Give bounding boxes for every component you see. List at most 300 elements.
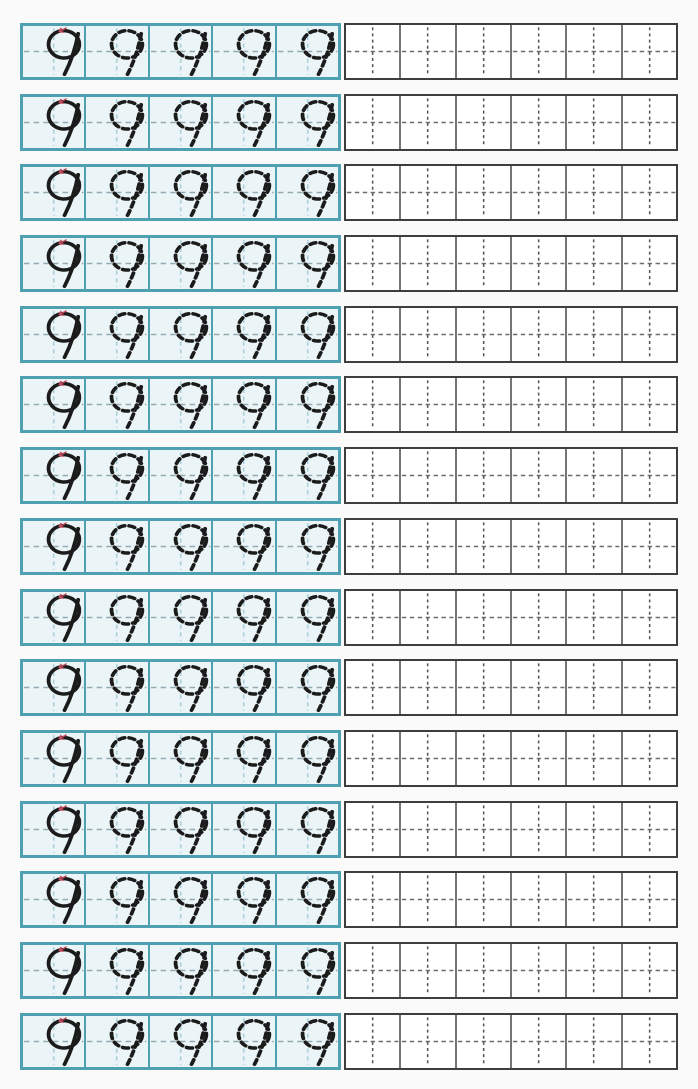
empty-practice-cell (346, 732, 399, 785)
trace-cell-grid-art (150, 804, 211, 855)
empty-practice-cell (399, 803, 454, 856)
trace-cell-grid-art (150, 662, 211, 713)
practice-box (344, 518, 678, 575)
practice-box (344, 730, 678, 787)
trace-cell-dashed (275, 592, 338, 643)
trace-box (20, 801, 341, 858)
practice-row (20, 94, 678, 151)
trace-cell-grid-art (23, 945, 84, 996)
empty-practice-cell (346, 1015, 399, 1068)
trace-cell-grid-art (213, 804, 274, 855)
trace-cell-dashed (211, 238, 274, 289)
practice-cell-grid-art (512, 873, 565, 926)
trace-cell-dashed (148, 97, 211, 148)
trace-cell-dashed (148, 662, 211, 713)
trace-cell-dashed (275, 26, 338, 77)
empty-practice-cell (346, 25, 399, 78)
trace-box (20, 730, 341, 787)
empty-practice-cell (510, 237, 565, 290)
practice-row (20, 23, 678, 80)
practice-cell-grid-art (567, 449, 620, 502)
practice-box (344, 23, 678, 80)
practice-cell-grid-art (623, 1015, 676, 1068)
trace-cell-dashed (84, 874, 147, 925)
practice-cell-grid-art (623, 237, 676, 290)
practice-cell-grid-art (346, 1015, 399, 1068)
empty-practice-cell (621, 661, 676, 714)
practice-row (20, 447, 678, 504)
trace-cell-dashed (275, 1016, 338, 1067)
trace-cell-grid-art (213, 1016, 274, 1067)
practice-cell-grid-art (346, 591, 399, 644)
practice-cell-grid-art (512, 1015, 565, 1068)
empty-practice-cell (621, 237, 676, 290)
trace-box (20, 871, 341, 928)
trace-cell-grid-art (23, 309, 84, 360)
trace-cell-dashed (84, 592, 147, 643)
trace-cell-grid-art (277, 945, 338, 996)
trace-cell-grid-art (86, 97, 147, 148)
trace-cell-grid-art (23, 804, 84, 855)
trace-cell-grid-art (213, 662, 274, 713)
practice-cell-grid-art (623, 166, 676, 219)
practice-cell-grid-art (623, 661, 676, 714)
practice-cell-grid-art (623, 308, 676, 361)
empty-practice-cell (565, 308, 620, 361)
trace-cell-grid-art (150, 450, 211, 501)
empty-practice-cell (565, 732, 620, 785)
trace-cell-grid-art (213, 26, 274, 77)
practice-cell-grid-art (567, 661, 620, 714)
practice-cell-grid-art (623, 732, 676, 785)
trace-cell-solid (23, 379, 84, 430)
empty-practice-cell (455, 803, 510, 856)
trace-cell-dashed (84, 238, 147, 289)
empty-practice-cell (621, 591, 676, 644)
empty-practice-cell (621, 520, 676, 573)
trace-cell-grid-art (23, 874, 84, 925)
empty-practice-cell (346, 166, 399, 219)
practice-row (20, 518, 678, 575)
empty-practice-cell (510, 96, 565, 149)
trace-cell-dashed (148, 1016, 211, 1067)
trace-cell-grid-art (213, 167, 274, 218)
empty-practice-cell (399, 661, 454, 714)
practice-box (344, 306, 678, 363)
trace-cell-dashed (84, 26, 147, 77)
trace-box (20, 942, 341, 999)
empty-practice-cell (565, 661, 620, 714)
trace-cell-grid-art (150, 167, 211, 218)
empty-practice-cell (455, 449, 510, 502)
trace-box (20, 589, 341, 646)
empty-practice-cell (346, 378, 399, 431)
practice-cell-grid-art (567, 1015, 620, 1068)
trace-cell-grid-art (86, 592, 147, 643)
trace-cell-dashed (148, 521, 211, 572)
trace-cell-grid-art (213, 97, 274, 148)
trace-cell-dashed (275, 662, 338, 713)
practice-cell-grid-art (457, 661, 510, 714)
empty-practice-cell (621, 803, 676, 856)
practice-cell-grid-art (623, 96, 676, 149)
practice-cell-grid-art (567, 378, 620, 431)
practice-row (20, 1013, 678, 1070)
trace-cell-dashed (275, 874, 338, 925)
trace-cell-dashed (148, 874, 211, 925)
empty-practice-cell (455, 378, 510, 431)
practice-cell-grid-art (346, 25, 399, 78)
trace-cell-grid-art (213, 733, 274, 784)
trace-cell-grid-art (213, 521, 274, 572)
practice-cell-grid-art (567, 803, 620, 856)
empty-practice-cell (455, 944, 510, 997)
trace-cell-solid (23, 309, 84, 360)
trace-cell-grid-art (277, 238, 338, 289)
practice-row (20, 164, 678, 221)
empty-practice-cell (346, 873, 399, 926)
trace-cell-dashed (275, 521, 338, 572)
empty-practice-cell (621, 25, 676, 78)
trace-cell-grid-art (150, 309, 211, 360)
trace-cell-dashed (148, 238, 211, 289)
practice-box (344, 447, 678, 504)
empty-practice-cell (455, 520, 510, 573)
practice-cell-grid-art (512, 803, 565, 856)
trace-cell-grid-art (23, 521, 84, 572)
practice-cell-grid-art (512, 661, 565, 714)
trace-cell-dashed (275, 804, 338, 855)
trace-cell-dashed (148, 592, 211, 643)
empty-practice-cell (510, 1015, 565, 1068)
practice-cell-grid-art (457, 166, 510, 219)
trace-cell-grid-art (150, 521, 211, 572)
trace-cell-dashed (148, 26, 211, 77)
trace-cell-solid (23, 521, 84, 572)
practice-cell-grid-art (457, 803, 510, 856)
empty-practice-cell (399, 873, 454, 926)
trace-cell-grid-art (150, 592, 211, 643)
trace-cell-grid-art (277, 804, 338, 855)
trace-cell-grid-art (277, 521, 338, 572)
empty-practice-cell (510, 308, 565, 361)
trace-cell-grid-art (86, 309, 147, 360)
practice-cell-grid-art (567, 520, 620, 573)
practice-cell-grid-art (623, 520, 676, 573)
trace-box (20, 376, 341, 433)
trace-cell-dashed (211, 309, 274, 360)
empty-practice-cell (565, 1015, 620, 1068)
trace-cell-grid-art (23, 238, 84, 289)
practice-cell-grid-art (401, 944, 454, 997)
trace-cell-grid-art (86, 945, 147, 996)
empty-practice-cell (510, 166, 565, 219)
trace-box (20, 447, 341, 504)
trace-cell-solid (23, 874, 84, 925)
practice-cell-grid-art (567, 237, 620, 290)
practice-cell-grid-art (512, 237, 565, 290)
practice-cell-grid-art (401, 378, 454, 431)
trace-cell-grid-art (86, 521, 147, 572)
trace-cell-dashed (275, 97, 338, 148)
practice-cell-grid-art (457, 237, 510, 290)
empty-practice-cell (399, 166, 454, 219)
trace-cell-solid (23, 97, 84, 148)
empty-practice-cell (455, 661, 510, 714)
trace-cell-solid (23, 662, 84, 713)
practice-cell-grid-art (512, 378, 565, 431)
trace-cell-grid-art (150, 379, 211, 430)
trace-cell-solid (23, 804, 84, 855)
practice-row (20, 659, 678, 716)
trace-cell-grid-art (23, 733, 84, 784)
trace-cell-dashed (275, 309, 338, 360)
empty-practice-cell (510, 873, 565, 926)
practice-box (344, 1013, 678, 1070)
empty-practice-cell (399, 520, 454, 573)
practice-cell-grid-art (457, 449, 510, 502)
trace-cell-dashed (211, 662, 274, 713)
trace-cell-dashed (211, 592, 274, 643)
practice-box (344, 235, 678, 292)
practice-cell-grid-art (512, 449, 565, 502)
empty-practice-cell (399, 591, 454, 644)
worksheet-rows (20, 23, 678, 1070)
trace-box (20, 306, 341, 363)
trace-cell-grid-art (213, 945, 274, 996)
trace-cell-solid (23, 733, 84, 784)
trace-cell-grid-art (150, 945, 211, 996)
trace-cell-grid-art (277, 26, 338, 77)
practice-cell-grid-art (623, 944, 676, 997)
empty-practice-cell (565, 803, 620, 856)
practice-cell-grid-art (567, 308, 620, 361)
practice-box (344, 589, 678, 646)
practice-cell-grid-art (512, 591, 565, 644)
practice-cell-grid-art (457, 944, 510, 997)
trace-cell-dashed (148, 450, 211, 501)
practice-cell-grid-art (567, 732, 620, 785)
empty-practice-cell (621, 732, 676, 785)
trace-cell-grid-art (213, 592, 274, 643)
practice-cell-grid-art (401, 237, 454, 290)
empty-practice-cell (455, 308, 510, 361)
trace-cell-solid (23, 238, 84, 289)
empty-practice-cell (510, 520, 565, 573)
empty-practice-cell (510, 803, 565, 856)
trace-box (20, 1013, 341, 1070)
empty-practice-cell (510, 944, 565, 997)
empty-practice-cell (455, 237, 510, 290)
trace-cell-dashed (211, 874, 274, 925)
empty-practice-cell (346, 96, 399, 149)
trace-cell-dashed (84, 1016, 147, 1067)
empty-practice-cell (346, 237, 399, 290)
practice-cell-grid-art (401, 308, 454, 361)
empty-practice-cell (399, 449, 454, 502)
empty-practice-cell (565, 25, 620, 78)
trace-cell-dashed (211, 733, 274, 784)
trace-cell-solid (23, 167, 84, 218)
empty-practice-cell (346, 520, 399, 573)
trace-cell-dashed (211, 167, 274, 218)
practice-cell-grid-art (623, 873, 676, 926)
trace-cell-dashed (148, 945, 211, 996)
empty-practice-cell (510, 25, 565, 78)
practice-cell-grid-art (512, 96, 565, 149)
empty-practice-cell (565, 520, 620, 573)
practice-cell-grid-art (457, 96, 510, 149)
practice-box (344, 942, 678, 999)
practice-cell-grid-art (346, 732, 399, 785)
trace-cell-dashed (275, 238, 338, 289)
trace-cell-grid-art (23, 379, 84, 430)
practice-box (344, 801, 678, 858)
trace-cell-grid-art (277, 1016, 338, 1067)
trace-cell-dashed (84, 733, 147, 784)
trace-cell-grid-art (277, 874, 338, 925)
practice-cell-grid-art (457, 873, 510, 926)
trace-cell-dashed (84, 97, 147, 148)
empty-practice-cell (399, 25, 454, 78)
practice-cell-grid-art (457, 25, 510, 78)
empty-practice-cell (455, 166, 510, 219)
practice-row (20, 730, 678, 787)
practice-cell-grid-art (346, 661, 399, 714)
practice-cell-grid-art (457, 732, 510, 785)
trace-cell-grid-art (150, 97, 211, 148)
practice-cell-grid-art (346, 308, 399, 361)
trace-cell-dashed (84, 450, 147, 501)
trace-cell-grid-art (86, 379, 147, 430)
practice-box (344, 871, 678, 928)
empty-practice-cell (621, 449, 676, 502)
trace-cell-grid-art (277, 592, 338, 643)
trace-cell-grid-art (277, 379, 338, 430)
trace-cell-grid-art (86, 804, 147, 855)
trace-box (20, 94, 341, 151)
practice-cell-grid-art (346, 237, 399, 290)
practice-cell-grid-art (346, 944, 399, 997)
practice-box (344, 659, 678, 716)
trace-cell-dashed (211, 379, 274, 430)
empty-practice-cell (399, 378, 454, 431)
trace-cell-grid-art (277, 662, 338, 713)
empty-practice-cell (455, 873, 510, 926)
practice-cell-grid-art (623, 25, 676, 78)
empty-practice-cell (565, 944, 620, 997)
practice-cell-grid-art (567, 25, 620, 78)
trace-cell-dashed (275, 733, 338, 784)
empty-practice-cell (346, 308, 399, 361)
practice-cell-grid-art (512, 166, 565, 219)
practice-cell-grid-art (623, 378, 676, 431)
practice-cell-grid-art (567, 591, 620, 644)
trace-cell-grid-art (150, 874, 211, 925)
practice-row (20, 235, 678, 292)
practice-box (344, 94, 678, 151)
trace-cell-grid-art (23, 450, 84, 501)
trace-cell-solid (23, 26, 84, 77)
practice-cell-grid-art (512, 944, 565, 997)
trace-cell-solid (23, 450, 84, 501)
empty-practice-cell (399, 308, 454, 361)
empty-practice-cell (399, 1015, 454, 1068)
trace-cell-dashed (84, 379, 147, 430)
empty-practice-cell (621, 873, 676, 926)
empty-practice-cell (621, 96, 676, 149)
practice-cell-grid-art (567, 873, 620, 926)
empty-practice-cell (621, 308, 676, 361)
trace-box (20, 235, 341, 292)
empty-practice-cell (565, 449, 620, 502)
empty-practice-cell (565, 378, 620, 431)
trace-cell-dashed (211, 450, 274, 501)
empty-practice-cell (346, 661, 399, 714)
practice-cell-grid-art (623, 591, 676, 644)
trace-cell-grid-art (277, 167, 338, 218)
empty-practice-cell (455, 25, 510, 78)
trace-cell-grid-art (277, 450, 338, 501)
trace-cell-dashed (211, 1016, 274, 1067)
practice-cell-grid-art (346, 803, 399, 856)
trace-cell-dashed (84, 521, 147, 572)
trace-cell-dashed (148, 309, 211, 360)
empty-practice-cell (510, 591, 565, 644)
practice-cell-grid-art (401, 96, 454, 149)
trace-cell-grid-art (86, 450, 147, 501)
trace-cell-grid-art (23, 167, 84, 218)
trace-cell-grid-art (277, 733, 338, 784)
practice-cell-grid-art (346, 96, 399, 149)
trace-cell-dashed (84, 662, 147, 713)
trace-cell-grid-art (277, 309, 338, 360)
practice-cell-grid-art (401, 803, 454, 856)
trace-cell-grid-art (213, 874, 274, 925)
practice-cell-grid-art (401, 25, 454, 78)
trace-cell-dashed (211, 521, 274, 572)
practice-cell-grid-art (457, 308, 510, 361)
practice-cell-grid-art (346, 520, 399, 573)
empty-practice-cell (346, 944, 399, 997)
trace-cell-dashed (84, 167, 147, 218)
trace-cell-dashed (84, 945, 147, 996)
trace-cell-grid-art (213, 450, 274, 501)
trace-box (20, 23, 341, 80)
empty-practice-cell (346, 591, 399, 644)
empty-practice-cell (565, 237, 620, 290)
practice-cell-grid-art (512, 308, 565, 361)
trace-cell-dashed (211, 26, 274, 77)
trace-cell-grid-art (150, 238, 211, 289)
trace-cell-grid-art (213, 238, 274, 289)
empty-practice-cell (455, 732, 510, 785)
practice-cell-grid-art (623, 449, 676, 502)
practice-box (344, 164, 678, 221)
practice-box (344, 376, 678, 433)
trace-cell-grid-art (150, 26, 211, 77)
empty-practice-cell (565, 96, 620, 149)
empty-practice-cell (510, 449, 565, 502)
practice-cell-grid-art (401, 520, 454, 573)
empty-practice-cell (621, 378, 676, 431)
empty-practice-cell (621, 944, 676, 997)
trace-cell-grid-art (150, 733, 211, 784)
trace-cell-grid-art (86, 874, 147, 925)
practice-cell-grid-art (512, 520, 565, 573)
empty-practice-cell (565, 166, 620, 219)
practice-cell-grid-art (401, 449, 454, 502)
